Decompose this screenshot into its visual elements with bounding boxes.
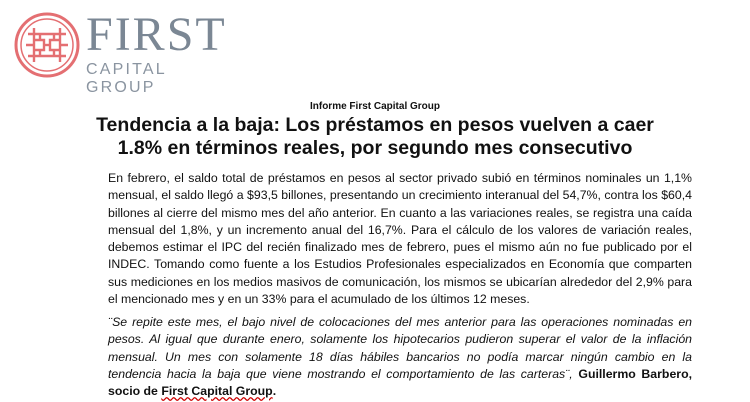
headline: Tendencia a la baja: Los préstamos en pesos vuelven a caer 1.8% en términos reales, por segundo mes consecutivo	[96, 114, 654, 159]
quote-company: First Capital Group	[161, 384, 273, 399]
logo-subtitle: CAPITAL GROUP	[86, 61, 167, 96]
quote-end: .	[272, 384, 277, 399]
logo-title: FIRST	[86, 8, 227, 61]
company-logo	[14, 8, 227, 96]
ornamental-seal-icon	[14, 12, 80, 78]
body-paragraph: En febrero, el saldo total de préstamos en pesos al sector privado subió en términos nominales un 1,1% mensual, el saldo llegó a $93,5 billones, presentando un crecimiento interanual del 54,7%, contra los $60,4 billones al cierre del mismo mes del año anterior. En cuanto a las variaciones reales, se registra una caída mensual del 1,8%, y un incremento anual del 16,7%. Para el cálculo de los valores de variación reales, debemos estimar el IPC del recién finalizado mes de febrero, pues el mismo aún no fue publicado por el INDEC. Tomando como fuente a los Estudios Profesionales especializados en Economía que comparten sus mediciones en los medios masivos de comunicación, los mismos se ubicarían alrededor del 2,9% para el mencionado mes y en un 33% para el acumulado de los últimos 12 meses.	[108, 171, 692, 307]
quote-author: Guillermo Barbero, socio de	[108, 366, 692, 399]
report-label: Informe First Capital Group	[309, 101, 440, 112]
quote-text: ¨Se repite este mes, el bajo nivel de colocaciones del mes anterior para las operaciones nominadas en pesos. Al igual que durante enero, solamente los hipotecarios pudieron superar el valor de la inflación mensual. Un mes con solamente 18 días hábiles bancarios no podía marcar ningún cambio en la tendencia hacia la baja que viene mostrando el comportamiento de las carteras¨,	[108, 315, 692, 381]
quote-paragraph	[108, 314, 692, 400]
